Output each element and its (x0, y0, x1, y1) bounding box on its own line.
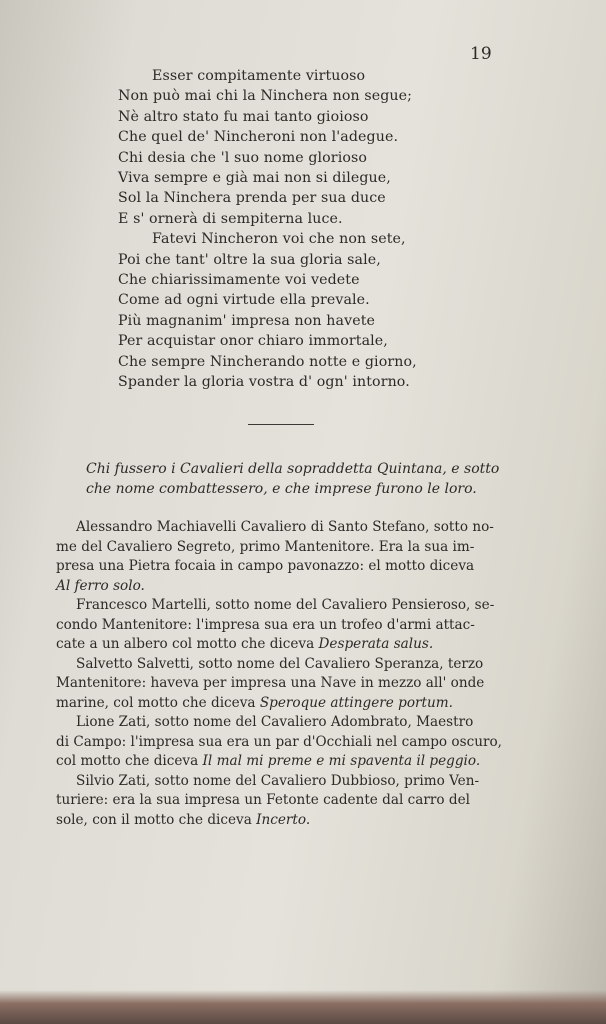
poem-line: E s' ornerà di sempiterna luce. (118, 210, 343, 227)
body-text: Francesco Martelli, sotto nome del Cavaliero Pensieroso, se- (76, 597, 495, 613)
body-text: Silvio Zati, sotto nome del Cavaliero Dubbioso, primo Ven- (76, 772, 480, 789)
poem-line: Nè altro stato fu mai tanto gioioso (118, 108, 369, 125)
paragraph-line (56, 694, 504, 714)
paragraph-line (56, 791, 504, 811)
poem-line: Per acquistar onor chiaro immortale, (118, 333, 388, 350)
paragraph-line (56, 674, 504, 694)
paragraph (56, 772, 504, 831)
paragraph-line (56, 596, 504, 616)
body-text: condo Mantenitore: l'impresa sua era un trofeo d'armi attac- (56, 616, 475, 633)
body-text: turiere: era la sua impresa un Fetonte cadente dal carro del (56, 792, 470, 808)
poem-line: Sol la Ninchera prenda per sua duce (118, 190, 386, 207)
poem-line: Che quel de' Nincheroni non l'adegue. (118, 129, 399, 146)
poem-line: Poi che tant' oltre la sua gloria sale, (118, 251, 381, 268)
poem-line: Esser compitamente virtuoso (152, 68, 366, 84)
paragraph-line (56, 655, 504, 675)
body-text: sole, con il motto che diceva (56, 811, 257, 828)
body-text: Lione Zati, sotto nome del Cavaliero Adombrato, Maestro (76, 714, 474, 730)
paragraph-line (56, 616, 504, 636)
paragraph-line (56, 635, 504, 655)
paragraph-line (56, 772, 504, 792)
poem-line: Che chiarissimamente voi vedete (118, 272, 360, 289)
poem-line: Non può mai chi la Ninchera non segue; (118, 88, 412, 105)
page-edge-shadow (0, 990, 606, 1024)
paragraph-line (56, 733, 504, 753)
section-heading (86, 459, 506, 499)
motto-text: Il mal mi preme e mi spaventa il peggio. (202, 753, 481, 769)
paragraph (56, 596, 504, 655)
body-text: cate a un albero col motto che diceva (56, 636, 319, 652)
paragraph-line (56, 811, 504, 831)
paragraph-line (56, 713, 504, 733)
paragraph-line (56, 557, 504, 577)
heading-line: Chi fussero i Cavalieri della sopraddetta Quintana, e sotto (86, 461, 500, 477)
poem-line: Fatevi Nincheron voi che non sete, (152, 231, 406, 248)
body-text: marine, col motto che diceva (56, 694, 260, 711)
poem-line: Più magnanim' impresa non havete (118, 312, 375, 329)
body-text: Salvetto Salvetti, sotto nome del Cavaliero Speranza, terzo (76, 655, 484, 672)
poem-line: Spander la gloria vostra d' ogn' intorno. (118, 374, 410, 391)
section-divider (248, 424, 314, 425)
page-number: 19 (470, 44, 492, 64)
body-text: presa una Pietra focaia in campo pavonazzo: el motto diceva (56, 558, 475, 574)
motto-text: Desperata salus. (318, 636, 434, 652)
paragraph (56, 518, 504, 596)
body-text: di Campo: l'impresa sua era un par d'Occhiali nel campo oscuro, (56, 733, 502, 750)
paragraph (56, 713, 504, 772)
body-text: Mantenitore: haveva per impresa una Nave in mezzo all' onde (56, 675, 485, 691)
motto-text: Incerto. (256, 811, 311, 828)
paragraph-line (56, 752, 504, 772)
heading-line: che nome combattessero, e che imprese furono le loro. (86, 481, 477, 497)
motto-text: Al ferro solo. (56, 577, 145, 594)
body-text: col motto che diceva (56, 753, 203, 769)
paragraph (56, 655, 504, 714)
body-text: me del Cavaliero Segreto, primo Mantenitore. Era la sua im- (56, 538, 475, 555)
body-text: Alessandro Machiavelli Cavaliero di Santo Stefano, sotto no- (76, 519, 494, 535)
poem-line: Come ad ogni virtude ella prevale. (118, 292, 370, 309)
poem-line: Chi desia che 'l suo nome glorioso (118, 149, 367, 166)
paragraph-line (56, 538, 504, 558)
prose-body (56, 518, 504, 830)
poem-line: Viva sempre e già mai non si dilegue, (118, 170, 391, 187)
paragraph-line (56, 577, 504, 597)
motto-text: Speroque attingere portum. (259, 694, 453, 711)
poem-line: Che sempre Nincherando notte e giorno, (118, 353, 417, 370)
poem (118, 66, 448, 393)
paragraph-line (56, 518, 504, 538)
